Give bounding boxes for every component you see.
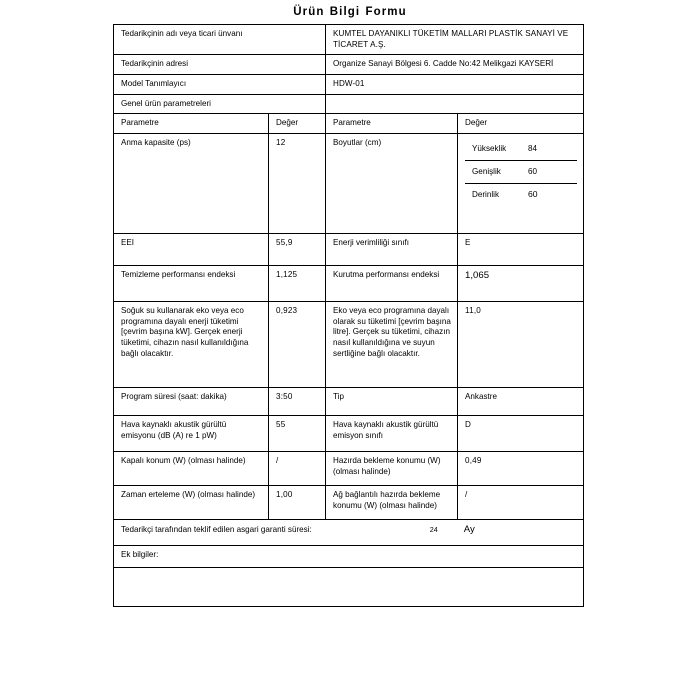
table-row-consumption: [114, 302, 584, 388]
dimensions-cell: [458, 134, 584, 234]
dimension-row-width: [465, 161, 577, 184]
noise-class-label: Hava kaynaklı akustik gürültü emisyon sınıfı: [326, 416, 458, 452]
product-data-table: [113, 24, 584, 607]
type-value: Ankastre: [458, 388, 584, 416]
general-parameters-label: Genel ürün parametreleri: [114, 94, 326, 114]
drying-performance-value: 1,065: [458, 266, 584, 302]
dimension-value-width: 60: [521, 161, 577, 184]
noise-emission-value: 55: [269, 416, 326, 452]
dimensions-table: [465, 138, 577, 206]
program-duration-value: 3:50: [269, 388, 326, 416]
energy-consumption-value: 0,923: [269, 302, 326, 388]
table-row-rated-capacity: [114, 134, 584, 234]
dimension-label-width: Genişlik: [465, 161, 521, 184]
warranty-label: Tedarikçi tarafından teklif edilen asgari garanti süresi:: [121, 525, 312, 535]
model-identifier-label: Model Tanımlayıcı: [114, 75, 326, 95]
water-consumption-label: Eko veya eco programına dayalı olarak su tüketimi [çevrim başına litre]. Gerçek su tüketimi, cihazın nasıl kullanıldığına ve suyun sertliğine bağlı olacaktır.: [326, 302, 458, 388]
type-label: Tip: [326, 388, 458, 416]
off-mode-value: /: [269, 452, 326, 486]
eei-value: 55,9: [269, 234, 326, 266]
table-row-additional-info-value: [114, 568, 584, 607]
delay-start-label: Zaman erteleme (W) (olması halinde): [114, 486, 269, 520]
networked-standby-label: Ağ bağlantılı hazırda bekleme konumu (W) (olması halinde): [326, 486, 458, 520]
standby-mode-label: Hazırda bekleme konumu (W) (olması halinde): [326, 452, 458, 486]
table-row-additional-info-label: [114, 546, 584, 568]
warranty-unit: Ay: [463, 524, 475, 536]
drying-performance-label: Kurutma performansı endeksi: [326, 266, 458, 302]
water-consumption-value: 11,0: [458, 302, 584, 388]
cleaning-performance-label: Temizleme performansı endeksi: [114, 266, 269, 302]
energy-class-value: E: [458, 234, 584, 266]
dimension-row-depth: [465, 184, 577, 207]
table-row-program-duration: [114, 388, 584, 416]
warranty-cell: [114, 520, 584, 546]
eei-label: EEI: [114, 234, 269, 266]
column-header-value-left: Değer: [269, 114, 326, 134]
table-row-eei: [114, 234, 584, 266]
cleaning-performance-value: 1,125: [269, 266, 326, 302]
table-row-off-mode: [114, 452, 584, 486]
standby-mode-value: 0,49: [458, 452, 584, 486]
table-row-cleaning-performance: [114, 266, 584, 302]
program-duration-label: Program süresi (saat: dakika): [114, 388, 269, 416]
table-row-noise: [114, 416, 584, 452]
dimension-label-depth: Derinlik: [472, 189, 500, 199]
supplier-name-value: KUMTEL DAYANIKLI TÜKETİM MALLARI PLASTİK SANAYİ VE TİCARET A.Ş.: [326, 25, 584, 55]
general-parameters-value: [326, 94, 584, 114]
column-header-parameter-right: Parametre: [326, 114, 458, 134]
off-mode-label: Kapalı konum (W) (olması halinde): [114, 452, 269, 486]
rated-capacity-value: 12: [269, 134, 326, 234]
table-row-supplier-address: [114, 55, 584, 75]
table-row-warranty: [114, 520, 584, 546]
noise-emission-label: Hava kaynaklı akustik gürültü emisyonu (dB (A) re 1 pW): [114, 416, 269, 452]
supplier-address-label: Tedarikçinin adresi: [114, 55, 326, 75]
noise-class-value: D: [458, 416, 584, 452]
dimension-value-depth: 60: [528, 189, 538, 200]
table-row-delay-start: [114, 486, 584, 520]
column-header-parameter-left: Parametre: [114, 114, 269, 134]
delay-start-value: 1,00: [269, 486, 326, 520]
supplier-address-value: Organize Sanayi Bölgesi 6. Cadde No:42 Melikgazi KAYSERİ: [326, 55, 584, 75]
table-row-model: [114, 75, 584, 95]
additional-info-label: Ek bilgiler:: [114, 546, 584, 568]
dimension-row-height: [465, 138, 577, 161]
energy-class-label: Enerji verimliliği sınıfı: [326, 234, 458, 266]
rated-capacity-label: Anma kapasite (ps): [114, 134, 269, 234]
supplier-name-label: Tedarikçinin adı veya ticari ünvanı: [114, 25, 326, 55]
table-row-general-parameters: [114, 94, 584, 114]
table-header-row: [114, 114, 584, 134]
product-data-table-wrapper: [113, 24, 583, 607]
networked-standby-value: /: [458, 486, 584, 520]
warranty-value: 24: [429, 525, 438, 535]
model-identifier-value: HDW-01: [326, 75, 584, 95]
column-header-value-right: Değer: [458, 114, 584, 134]
energy-consumption-label: Soğuk su kullanarak eko veya eco programına dayalı enerji tüketimi [çevrim başına kW]. Gerçek enerji tüketimi, cihazın nasıl kullanıldığına bağlı olacaktır.: [114, 302, 269, 388]
dimensions-label: Boyutlar (cm): [326, 134, 458, 234]
dimension-value-height: 84: [521, 138, 577, 161]
dimension-label-height: Yükseklik: [465, 138, 521, 161]
page-title: Ürün Bilgi Formu: [293, 6, 407, 18]
additional-info-value: [114, 568, 584, 607]
table-row-supplier-name: [114, 25, 584, 55]
